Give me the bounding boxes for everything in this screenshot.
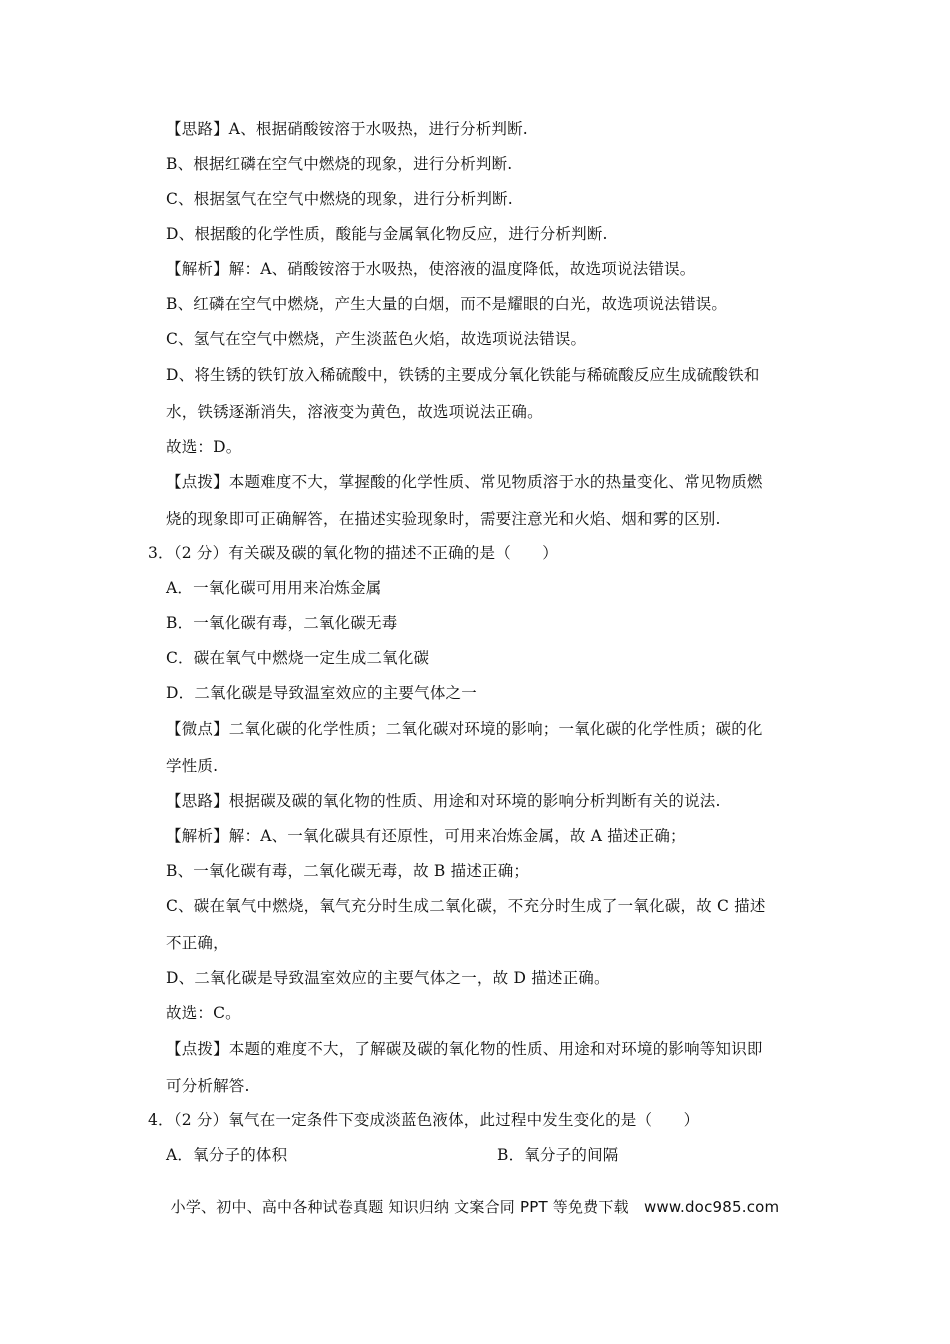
text-line: 【解析】解：A、硝酸铵溶于水吸热，使溶液的温度降低，故选项说法错误。 <box>166 260 696 278</box>
option-a: A．氧分子的体积 <box>166 1146 288 1164</box>
text-line: 可分析解答. <box>166 1077 250 1095</box>
text-line: 【思路】A、根据硝酸铵溶于水吸热，进行分析判断. <box>166 120 528 138</box>
text-line: 不正确， <box>166 934 229 952</box>
text-line: D、二氧化碳是导致温室效应的主要气体之一，故 D 描述正确。 <box>166 969 610 987</box>
option-b: B．氧分子的间隔 <box>497 1146 619 1164</box>
text-line: 【点拨】本题的难度不大，了解碳及碳的氧化物的性质、用途和对环境的影响等知识即 <box>166 1040 763 1058</box>
text-line: 水，铁锈逐渐消失，溶液变为黄色，故选项说法正确。 <box>166 403 543 421</box>
text-line: 故选：D。 <box>166 438 242 456</box>
text-line: 【思路】根据碳及碳的氧化物的性质、用途和对环境的影响分析判断有关的说法. <box>166 792 721 810</box>
text-line: 【解析】解：A、一氧化碳具有还原性，可用来冶炼金属，故 A 描述正确； <box>166 827 686 845</box>
text-line: 学性质. <box>166 757 219 775</box>
question-3: 3．（2 分）有关碳及碳的氧化物的描述不正确的是（ ） <box>148 544 559 562</box>
text-line: B、红磷在空气中燃烧，产生大量的白烟，而不是耀眼的白光，故选项说法错误。 <box>166 295 728 313</box>
option-b: B．一氧化碳有毒，二氧化碳无毒 <box>166 614 398 632</box>
text-line: D、根据酸的化学性质，酸能与金属氧化物反应，进行分析判断. <box>166 225 608 243</box>
text-line: C、氢气在空气中燃烧，产生淡蓝色火焰，故选项说法错误。 <box>166 330 587 348</box>
option-d: D．二氧化碳是导致温室效应的主要气体之一 <box>166 684 477 702</box>
text-line: B、根据红磷在空气中燃烧的现象，进行分析判断. <box>166 155 513 173</box>
text-line: 烧的现象即可正确解答，在描述实验现象时，需要注意光和火焰、烟和雾的区别. <box>166 510 721 528</box>
option-c: C．碳在氧气中燃烧一定生成二氧化碳 <box>166 649 430 667</box>
text-line: C、根据氢气在空气中燃烧的现象，进行分析判断. <box>166 190 513 208</box>
text-line: D、将生锈的铁钉放入稀硫酸中，铁锈的主要成分氧化铁能与稀硫酸反应生成硫酸铁和 <box>166 366 760 384</box>
text-line: C、碳在氧气中燃烧，氧气充分时生成二氧化碳，不充分时生成了一氧化碳，故 C 描述 <box>166 897 766 915</box>
footer-text: 小学、初中、高中各种试卷真题 知识归纳 文案合同 PPT 等免费下载 www.doc985.com <box>170 1198 780 1216</box>
option-a: A．一氧化碳可用用来冶炼金属 <box>166 579 382 597</box>
text-line: 【点拨】本题难度不大，掌握酸的化学性质、常见物质溶于水的热量变化、常见物质燃 <box>166 473 763 491</box>
text-line: 【微点】二氧化碳的化学性质；二氧化碳对环境的影响；一氧化碳的化学性质；碳的化 <box>166 720 763 738</box>
text-line: B、一氧化碳有毒，二氧化碳无毒，故 B 描述正确； <box>166 862 530 880</box>
question-4: 4．（2 分）氧气在一定条件下变成淡蓝色液体，此过程中发生变化的是（ ） <box>148 1111 700 1129</box>
text-line: 故选：C。 <box>166 1004 241 1022</box>
